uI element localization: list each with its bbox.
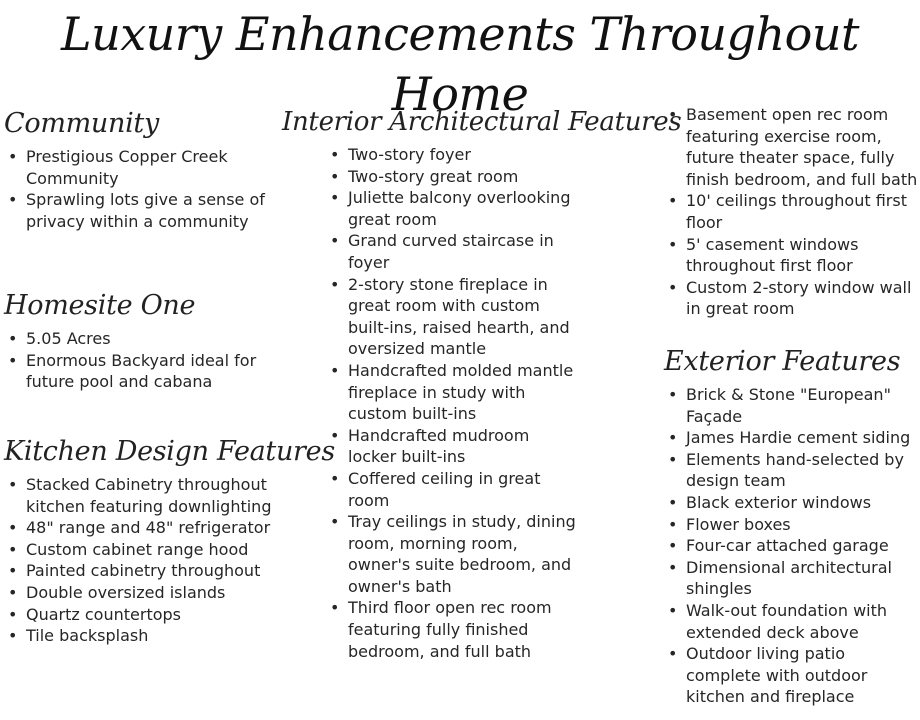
list-item: • Prestigious Copper Creek Community [4, 146, 266, 189]
list-item: • Four-car attached garage [664, 535, 920, 557]
list-item: • Handcrafted mudroom locker built-ins [326, 425, 582, 468]
homesite-list [4, 328, 266, 393]
list-item: • Custom cabinet range hood [4, 539, 272, 561]
list-item: • Third floor open rec room featuring fully finished bedroom, and full bath [326, 597, 582, 662]
homesite-heading: Homesite One [4, 290, 196, 321]
exterior-section [664, 344, 920, 708]
kitchen-section [4, 434, 335, 647]
list-item: • Two-story foyer [326, 144, 582, 166]
list-item: • Black exterior windows [664, 492, 920, 514]
list-item: • 5' casement windows throughout first floor [664, 234, 920, 277]
exterior-heading: Exterior Features [664, 346, 901, 377]
community-heading: Community [4, 108, 159, 139]
interior-heading: Interior Architectural Features [282, 107, 682, 137]
interior-list [326, 144, 582, 662]
homesite-section [4, 288, 266, 393]
list-item: • Double oversized islands [4, 582, 272, 604]
list-item: • 5.05 Acres [4, 328, 266, 350]
list-item: • Enormous Backyard ideal for future pool and cabana [4, 350, 266, 393]
list-item: • Tile backsplash [4, 625, 272, 647]
list-item: • Stacked Cabinetry throughout kitchen featuring downlighting [4, 474, 272, 517]
list-item: • Basement open rec room featuring exercise room, future theater space, fully finish bedroom, and full bath [664, 104, 920, 190]
list-item: • Custom 2-story window wall in great room [664, 277, 920, 320]
list-item: • Quartz countertops [4, 604, 272, 626]
list-item: • Handcrafted molded mantle fireplace in study with custom built-ins [326, 360, 582, 425]
community-section [4, 106, 266, 232]
kitchen-heading: Kitchen Design Features [4, 436, 335, 467]
list-item: • Walk-out foundation with extended deck above [664, 600, 920, 643]
list-item: • Coffered ceiling in great room [326, 468, 582, 511]
list-item: • Elements hand-selected by design team [664, 449, 920, 492]
interior-continued-list [664, 104, 920, 320]
list-item: • 48" range and 48" refrigerator [4, 517, 272, 539]
list-item: • Sprawling lots give a sense of privacy within a community [4, 189, 266, 232]
list-item: • James Hardie cement siding [664, 427, 920, 449]
list-item: • Two-story great room [326, 166, 582, 188]
community-list [4, 146, 266, 232]
list-item: • Painted cabinetry throughout [4, 560, 272, 582]
list-item: • 10' ceilings throughout first floor [664, 190, 920, 233]
list-item: • Flower boxes [664, 514, 920, 536]
kitchen-list [4, 474, 272, 647]
list-item: • 2-story stone fireplace in great room with custom built-ins, raised hearth, and oversized mantle [326, 274, 582, 360]
list-item: • Juliette balcony overlooking great room [326, 187, 582, 230]
list-item: • Outdoor living patio complete with outdoor kitchen and fireplace [664, 643, 920, 708]
interior-continued-section [664, 104, 920, 320]
exterior-list [664, 384, 920, 708]
list-item: • Tray ceilings in study, dining room, morning room, owner's suite bedroom, and owner's bath [326, 511, 582, 597]
interior-section [282, 104, 682, 662]
list-item: • Brick & Stone "European" Façade [664, 384, 920, 427]
list-item: • Grand curved staircase in foyer [326, 230, 582, 273]
page-title: Luxury Enhancements Throughout Home [61, 7, 859, 121]
list-item: • Dimensional architectural shingles [664, 557, 920, 600]
